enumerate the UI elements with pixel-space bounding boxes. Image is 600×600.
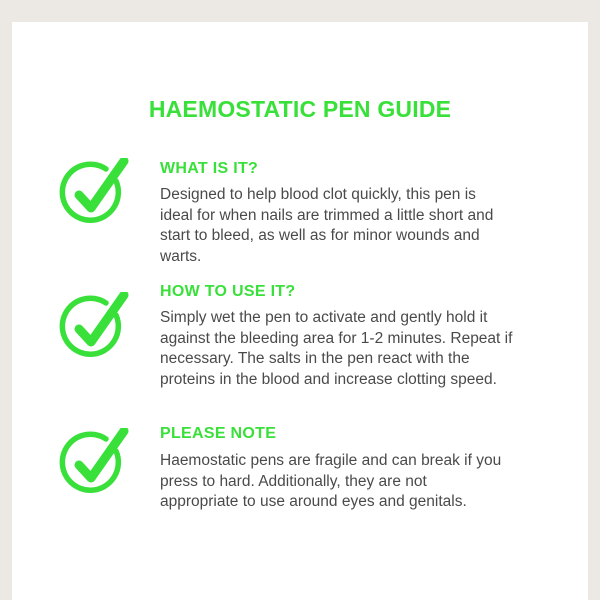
body-line: press to hard. Additionally, they are not <box>160 472 427 490</box>
body-line: Haemostatic pens are fragile and can break if you <box>160 452 502 469</box>
section-body <box>160 308 550 390</box>
section-how-to-use <box>12 278 588 428</box>
body-line: start to bleed, as well as for minor wounds and <box>160 227 480 244</box>
body-line: necessary. The salts in the pen react with the <box>160 350 470 367</box>
section-body <box>160 185 550 267</box>
section-please-note <box>12 424 588 574</box>
body-line: Designed to help blood clot quickly, this pen is <box>160 186 476 203</box>
body-line: appropriate to use around eyes and genitals. <box>160 493 467 510</box>
check-mark-icon <box>58 292 130 364</box>
page-title: HAEMOSTATIC PEN GUIDE <box>148 96 452 122</box>
body-line: ideal for when nails are trimmed a little short and <box>160 206 494 224</box>
guide-card <box>12 22 588 600</box>
check-mark-icon <box>58 428 130 500</box>
body-line: warts. <box>160 247 202 265</box>
body-line: proteins in the blood and increase clotting speed. <box>160 370 497 388</box>
body-line: against the bleeding area for 1-2 minutes. Repeat if <box>160 329 513 347</box>
section-heading: HOW TO USE IT? <box>160 283 296 300</box>
section-body <box>160 451 550 513</box>
check-mark-icon <box>58 158 130 230</box>
section-heading: PLEASE NOTE <box>160 425 277 442</box>
section-heading: WHAT IS IT? <box>160 160 259 177</box>
body-line: Simply wet the pen to activate and gently hold it <box>160 309 488 326</box>
